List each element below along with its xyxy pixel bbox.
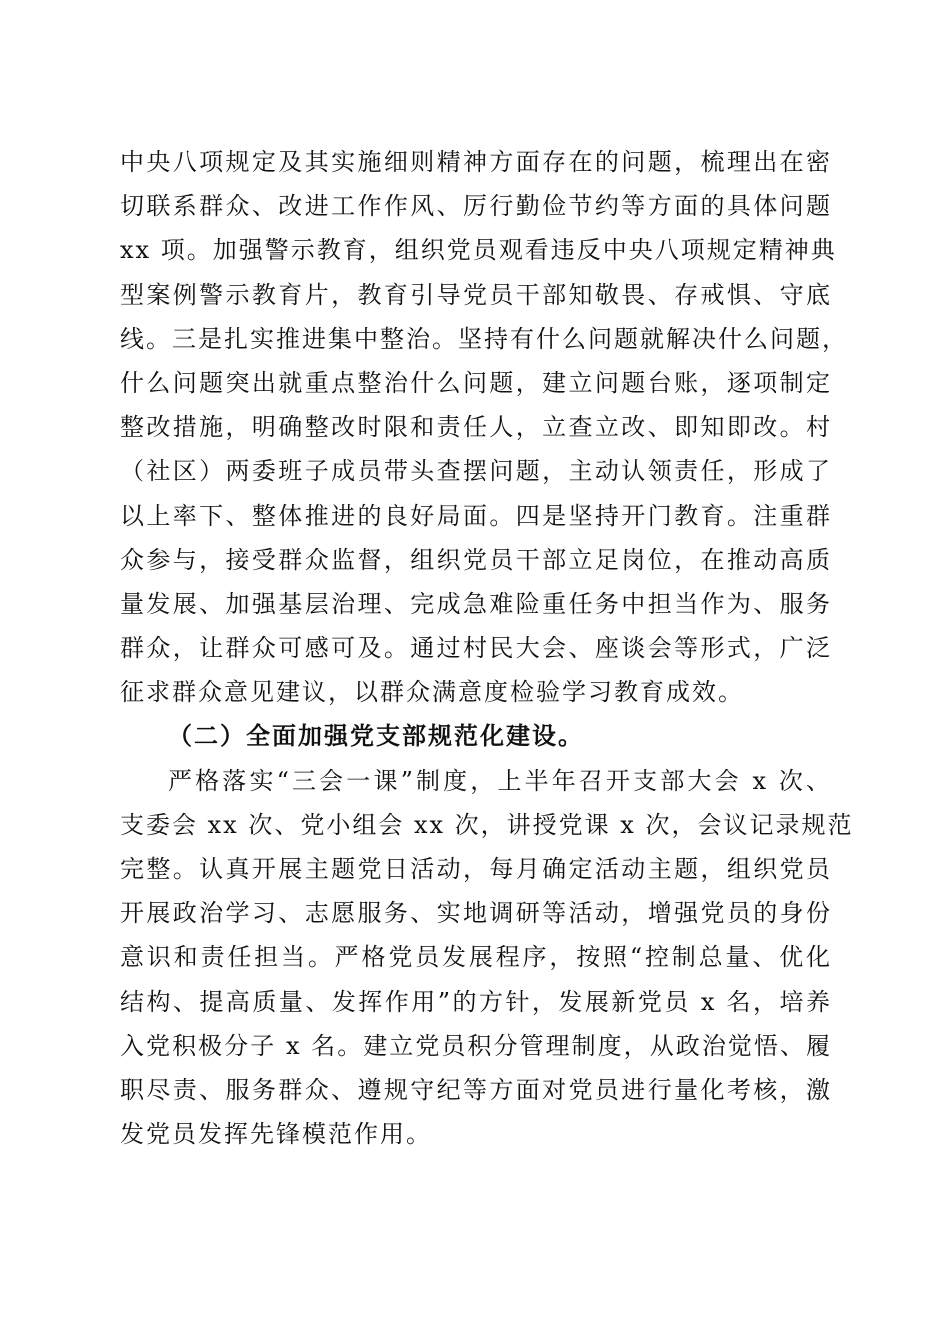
- text-line: 中央八项规定及其实施细则精神方面存在的问题，梳理出在密: [120, 148, 832, 176]
- text-line: 完整。认真开展主题党日活动，每月确定活动主题，组织党员: [120, 855, 832, 883]
- text-line: 切联系群众、改进工作作风、厉行勤俭节约等方面的具体问题: [120, 192, 832, 221]
- paragraph-continued: [120, 140, 848, 714]
- text-line: 以上率下、整体推进的良好局面。四是坚持开门教育。注重群: [120, 501, 832, 530]
- text-line: 整改措施，明确整改时限和责任人，立查立改、即知即改。村: [120, 413, 832, 442]
- text-line: 型案例警示教育片，教育引导党员干部知敬畏、存戒惧、守底: [120, 280, 832, 309]
- text-line: 发党员发挥先锋模范作用。: [120, 1120, 432, 1149]
- text-line: （社区）两委班子成员带头查摆问题，主动认领责任，形成了: [120, 457, 832, 486]
- document-body: [120, 140, 854, 1156]
- text-line: 意识和责任担当。严格党员发展程序，按照“控制总量、优化: [120, 943, 832, 972]
- text-line: 群众，让群众可感可及。通过村民大会、座谈会等形式，广泛: [120, 634, 832, 663]
- section-heading: （二）全面加强党支部规范化建设。: [168, 721, 584, 751]
- text-line: 量发展、加强基层治理、完成急难险重任务中担当作为、服务: [120, 589, 832, 618]
- paragraph-branch-building: [120, 759, 854, 1157]
- text-line: 职尽责、服务群众、遵规守纪等方面对党员进行量化考核，激: [120, 1075, 832, 1104]
- text-line: 入党积极分子 x 名。建立党员积分管理制度，从政治觉悟、履: [120, 1031, 832, 1060]
- text-line: 众参与，接受群众监督，组织党员干部立足岗位，在推动高质: [120, 545, 832, 574]
- text-line: 严格落实“三会一课”制度，上半年召开支部大会 x 次、: [168, 766, 832, 795]
- text-line: 什么问题突出就重点整治什么问题，建立问题台账，逐项制定: [120, 368, 832, 397]
- text-line: 线。三是扎实推进集中整治。坚持有什么问题就解决什么问题，: [120, 324, 848, 353]
- text-line: 开展政治学习、志愿服务、实地调研等活动，增强党员的身份: [120, 899, 832, 928]
- text-line: xx 项。加强警示教育，组织党员观看违反中央八项规定精神典: [120, 236, 837, 265]
- text-line: 结构、提高质量、发挥作用”的方针，发展新党员 x 名，培养: [120, 987, 832, 1016]
- text-line: 支委会 xx 次、党小组会 xx 次，讲授党课 x 次，会议记录规范: [120, 810, 854, 839]
- text-line: 征求群众意见建议，以群众满意度检验学习教育成效。: [120, 678, 744, 707]
